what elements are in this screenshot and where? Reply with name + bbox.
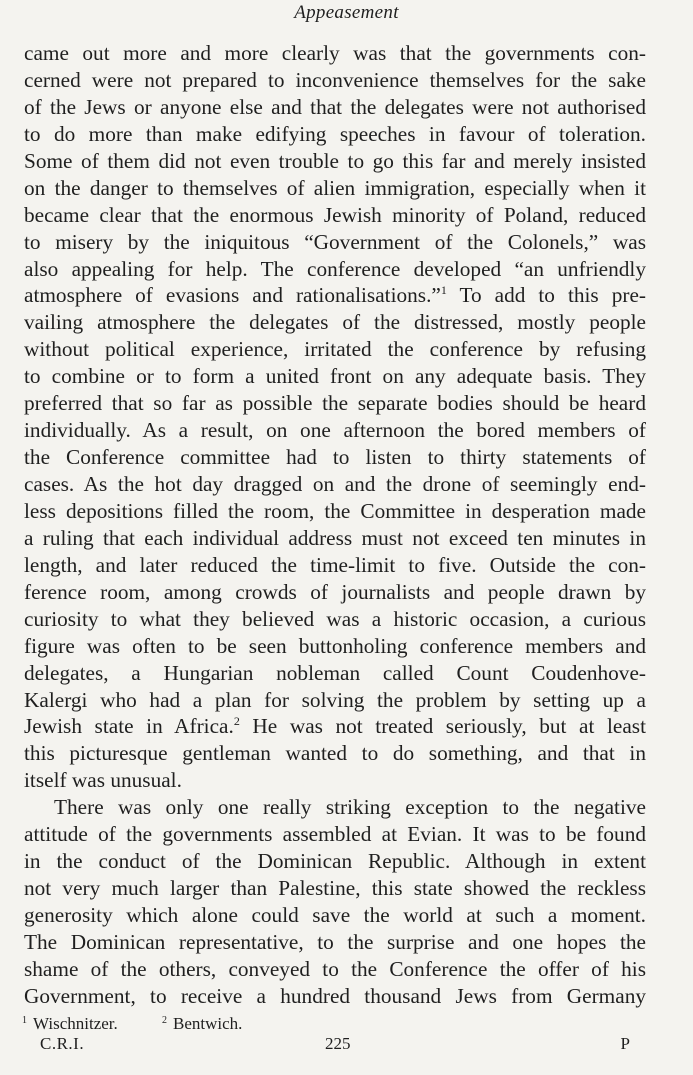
text-line: not very much larger than Palestine, this state showed the reckless [24,876,646,901]
text-line: this picturesque gentleman wanted to do something, and that in [24,741,646,766]
text-line: The Dominican representative, to the surprise and one hopes the [24,929,646,954]
text-line: length, and later reduced the time-limit to five. Outside the con- [24,552,646,577]
text-line: Kalergi who had a plan for solving the problem by setting up a [24,687,646,712]
signature-mark: C.R.I. [40,1034,85,1053]
text-line: individually. As a result, on one afternoon the bored members of [24,418,646,443]
text-line: without political experience, irritated the conference by refusing [24,337,646,362]
text-line: became clear that the enormous Jewish minority of Poland, reduced [24,202,646,227]
text-line: itself was unusual. [24,768,182,793]
page-number: 225 [325,1034,351,1053]
text-line: came out more and more clearly was that the governments con- [24,41,646,65]
text-line-with-footnote: atmosphere of evasions and rationalisations.”$^1$ To add to this pre- [24,283,646,308]
text-line: the Conference committee had to listen to thirty statements of [24,445,646,470]
footnote-ref-1: 1 [440,283,447,298]
text-line: curiosity to what they believed was a historic occasion, a curious [24,606,646,631]
text-line: to combine or to form a united front on any adequate basis. They [24,364,646,389]
text-line: figure was often to be seen buttonholing conference members and [24,633,646,658]
text-line: Government, to receive a hundred thousand Jews from Germany [24,983,646,1008]
text-line: also appealing for help. The conference developed “an unfriendly [24,256,646,281]
text-line: to misery by the iniquitous “Government of the Colonels,” was [24,229,646,254]
text-line: cases. As the hot day dragged on and the drone of seemingly end- [24,472,646,496]
paragraph-1 [24,40,646,794]
footnote-1: $^1$ Wischnitzer. [22,1014,118,1033]
text-line: less depositions filled the room, the Committee in desperation made [24,498,646,523]
footnote-2: $^2$ Bentwich. [162,1014,243,1033]
text-line: delegates, a Hungarian nobleman called Count Coudenhove- [24,660,646,685]
text-line: on the danger to themselves of alien immigration, especially when it [24,175,646,200]
text-line: to do more than make edifying speeches in favour of toleration. [24,121,646,146]
text-line: shame of the others, conveyed to the Conference the offer of his [24,956,646,981]
text-line: attitude of the governments assembled at Evian. It was to be found [24,822,646,847]
text-line: ference room, among crowds of journalists and people drawn by [24,579,646,604]
text-line: There was only one really striking exception to the negative [54,795,646,820]
paragraph-2 [24,794,646,1010]
text-line: Some of them did not even trouble to go this far and merely insisted [24,148,646,173]
text-line: in the conduct of the Dominican Republic. Although in extent [24,849,646,874]
text-line: generosity which alone could save the world at such a moment. [24,903,646,927]
text-line: a ruling that each individual address must not exceed ten minutes in [24,525,646,550]
text-line: cerned were not prepared to inconvenience themselves for the sake [24,67,646,92]
text-line: vailing atmosphere the delegates of the distressed, mostly people [24,310,646,335]
footnotes [22,1010,662,1035]
body-text [24,40,646,1010]
footnote-ref-2: 2 [233,714,240,729]
text-line: of the Jews or anyone else and that the delegates were not authorised [24,94,646,119]
gathering-mark: P [620,1034,630,1053]
running-head: Appeasement [294,2,399,23]
text-line-with-footnote: Jewish state in Africa.$^2$ He was not treated seriously, but at least [24,714,646,739]
text-line: preferred that so far as possible the separate bodies should be heard [24,391,646,416]
